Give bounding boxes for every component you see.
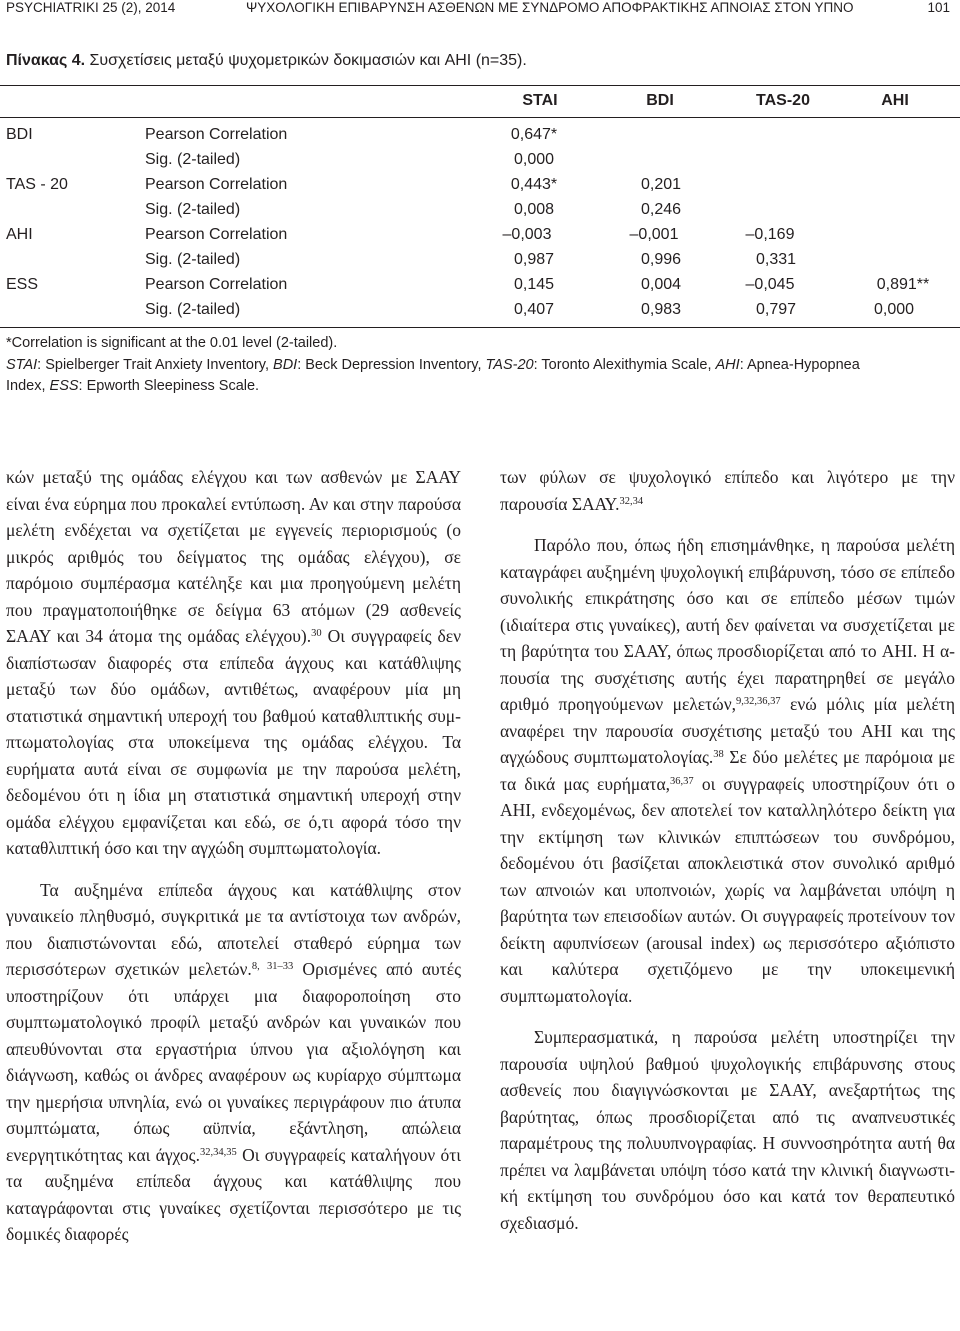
row-statistic: Pearson Correlation [145, 126, 288, 143]
citation: 32,34,35 [200, 1146, 237, 1158]
table-abbreviations-cont [6, 378, 259, 394]
table-header-rule [0, 117, 960, 118]
citation: 38 [713, 749, 724, 760]
table-bottom-rule [0, 327, 960, 328]
paragraph: Παρόλο που, όπως ήδη επισημάνθηκε, η παρούσα μελέτη καταγράφει αυξημένη ψυχολογική επιβάρυνση, τόσο σε επίπεδο συνολικής επικράτησης όσο και σε επίπεδο μέσων τιμών (ιδιαίτερα στις γυναίκες), αυτή δεν φαίνεται να συσχετίζεται με τη βαρύτητα του ΣΑΑΥ, όπως προσδιορίζεται από το AHI. Η απουσία της συσχέτισης αυτής έχει παρατηρηθεί σε μεγάλο αριθμό προηγούμενων μελετών,$^{9,32,36,37}$ ενώ μόλις μία μελέτη αναφέρει την παρουσία συσχέτισης μεταξύ του AHI και της αγχώδους συμπτωματολογίας.$^{38}$ Σε δύο μελέτες με παρόμοια με τα δικά μας ευρήματα,$^{36,37}$ οι συγγραφείς υποστηρίζουν ότι ο AHI, ενδεχομένως, δεν αποτελεί τον καταλληλότερο δείκτη για την εκτίμηση των κλινικών επιπτώσεων του συνδρόμου, δεδομένου ότι βασίζεται αποκλειστικά στον συνολικό αριθμό των απνοιών και υποπνοιών, χωρίς να λαμβάνεται υπόψη η βαρύτητα των επεισοδίων αυτών. Οι συγγραφείς προτείνουν τον δείκτη αφυπνίσεων (arousal index) ως περισσότερο αξιόπιστο και καλύτερα σχετιζόμενο με την υποκειμενική συμπτωματολογία. [500, 535, 955, 1006]
left-text-column [6, 464, 461, 1248]
row-statistic: Pearson Correlation [145, 226, 288, 243]
column-header-tas20: TAS-20 [756, 92, 810, 109]
cell-value: 0,008 [513, 201, 555, 218]
table-label: Πίνακας 4. [6, 52, 86, 69]
abbr-def: : Epworth Sleepiness Scale. [78, 378, 260, 394]
cell-value: 0,647* [510, 126, 558, 143]
cell-value: 0,407 [513, 301, 555, 318]
table-top-rule [0, 85, 960, 86]
abbr-term: AHI [715, 357, 740, 373]
table-caption: Συσχετίσεις μεταξύ ψυχομετρικών δοκιμασιών και AHI (n=35). [89, 52, 527, 69]
abbr-def: : Apnea-Hypopnea [739, 357, 860, 373]
citation: 8, 31–33 [251, 961, 294, 972]
cell-value: –0,169 [745, 226, 795, 243]
row-variable: AHI [6, 226, 33, 243]
citation: 9,32,36,37 [736, 696, 781, 707]
cell-value: 0,331 [755, 251, 797, 268]
paragraph: Συμπερασματικά, η παρούσα μελέτη υποστηρίζει την παρουσία υψηλού βαθμού ψυχολογικής επιβάρυνσης στους ασθενείς που διαγιγνώσκονται με ΣΑΑΥ, ανεξαρτήτως της βαρύτητας, όπως προσδιορίζεται από τις αναπνευστικές παραμέτρους της πολυυπνογραφίας. Η συννοσηρότητα αυτή θα πρέπει να λαμβάνεται υπόψη τόσο κατά την κλινική διαγνωστική εκτίμηση του συνδρόμου όσο και κατά τον θεραπευτικό σχεδιασμό. [500, 1027, 955, 1233]
row-statistic: Sig. (2-tailed) [145, 201, 241, 218]
paragraph: κών μεταξύ της ομάδας ελέγχου και των ασθενών με ΣΑΑΥ είναι ένα εύρημα που προκαλεί εντύπωση. Αν και στην παρούσα μελέτη ενδέχεται να σχετίζεται με εγγενείς περιορισμούς (ο μικρός αριθμός του δείγματος της ομάδας ελέγχου), σε παρόμοιο συμπέρασμα κατέληξε και μια προηγούμενη μελέτη που πραγματοποιήθηκε σε δείγμα 63 ατόμων (29 ασθενείς ΣΑΑΥ και 34 άτομα της ομάδας ελέγχου).$^{30}$ Οι συγγραφείς δεν διαπίστωσαν διαφορές στα επίπεδα άγχους και κατάθλιψης μεταξύ των δύο ομάδων, αντιθέτως, αναφέρουν μία μη στατιστικά σημαντική υπεροχή του βαθμού καταθλιπτικής συμπτωματολογίας στα υποκείμενα της ομάδας ελέγχου. Τα ευρήματα αυτά είναι σε συμφωνία με την παρούσα μελέτη, δεδομένου ότι η ίδια μη στατιστικά σημαντική υπεροχή στην ομάδα ελέγχου εμφανίζεται και εδώ, σε ό,τι αφορά τόσο την καταθλιπτική όσο και την αγχώδη συμπτωματολογία. [6, 467, 462, 858]
row-statistic: Pearson Correlation [145, 276, 288, 293]
cell-value: 0,443* [510, 176, 558, 193]
table-title [6, 52, 527, 70]
abbr-term: BDI [273, 357, 298, 373]
citation: 32,34 [619, 495, 644, 507]
cell-value: 0,891** [876, 276, 930, 293]
page-number: 101 [927, 0, 950, 15]
journal-citation: PSYCHIATRIKI 25 (2), 2014 [6, 0, 176, 15]
cell-value: 0,246 [640, 201, 682, 218]
row-statistic: Sig. (2-tailed) [145, 151, 241, 168]
abbr-term: TAS-20 [485, 357, 534, 373]
cell-value: 0,000 [513, 151, 555, 168]
cell-value: 0,145 [513, 276, 555, 293]
abbr-def: : Beck Depression Inventory, [297, 357, 486, 373]
abbr-prefix: Index, [6, 378, 50, 394]
right-text-column [500, 464, 955, 1236]
row-variable: BDI [6, 126, 33, 143]
row-variable: TAS - 20 [6, 176, 68, 193]
cell-value: –0,045 [745, 276, 795, 293]
row-statistic: Sig. (2-tailed) [145, 251, 241, 268]
cell-value: 0,987 [513, 251, 555, 268]
row-statistic: Pearson Correlation [145, 176, 288, 193]
cell-value: –0,001 [629, 226, 679, 243]
cell-value: 0,797 [755, 301, 797, 318]
cell-value: 0,201 [640, 176, 682, 193]
paragraph: των φύλων σε ψυχολογικό επίπεδο και λιγότερο με την παρουσία ΣΑΑΥ.$^{32,34}$ [500, 467, 955, 514]
cell-value: 0,983 [640, 301, 682, 318]
column-header-ahi: AHI [881, 92, 909, 109]
column-header-bdi: BDI [646, 92, 674, 109]
abbr-def: : Toronto Alexithymia Scale, [533, 357, 716, 373]
cell-value: –0,003 [502, 226, 552, 243]
cell-value: 0,996 [640, 251, 682, 268]
cell-value: 0,000 [873, 301, 915, 318]
column-header-stai: STAI [522, 92, 558, 109]
abbr-term: ESS [49, 378, 79, 394]
abbr-def: : Spielberger Trait Anxiety Inventory, [37, 357, 274, 373]
running-title: ΨΥΧΟΛΟΓΙΚΗ ΕΠΙΒΑΡΥΝΣΗ ΑΣΘΕΝΩΝ ΜΕ ΣΥΝΔΡΟΜΟ ΑΠΟΦΡΑΚΤΙΚΗΣ ΑΠΝΟΙΑΣ ΣΤΟΝ ΥΠΝΟ [246, 0, 854, 15]
row-statistic: Sig. (2-tailed) [145, 301, 241, 318]
paragraph: Τα αυξημένα επίπεδα άγχους και κατάθλιψης στον γυναικείο πληθυσμό, συγκριτικά με τα αντίστοιχα των ανδρών, που διαπιστώνονται εδώ, αποτελεί σταθερό εύρημα των περισσότερων σχετικών μελετών.$^{8, 31-33}$ Ορισμένες από αυτές υποστηρίζουν ότι υπάρχει μια διαφοροποίηση στο συμπτωματολογικό προφίλ μεταξύ ανδρών και γυναικών που απευθύνονται στα εργαστήρια ύπνου για αξιολόγηση και διάγνωση, καθώς οι άνδρες αναφέρουν ως κυρίαρχο σύμπτωμα την ημερήσια υπνηλία, ενώ οι γυναίκες περιγράφουν πιο άτυπα συμπτώματα, όπως αϋπνία, εξάντληση, απώλεια ενεργητικότητας και άγχος.$^{32,34,35}$ Οι συγγραφείς καταλήγουν ότι τα αυξημένα επίπεδα άγχους και κατάθλιψης που καταγράφονται στις γυναίκες σχετίζονται περισσότερο με τις δομικές διαφορές [6, 879, 461, 1244]
abbr-term: STAI [6, 357, 38, 373]
cell-value: 0,004 [640, 276, 682, 293]
table-footnote: *Correlation is significant at the 0.01 level (2-tailed). [6, 335, 338, 351]
citation: 36,37 [670, 775, 694, 787]
row-variable: ESS [6, 276, 39, 293]
table-abbreviations [6, 357, 860, 373]
citation: 30 [311, 628, 322, 639]
